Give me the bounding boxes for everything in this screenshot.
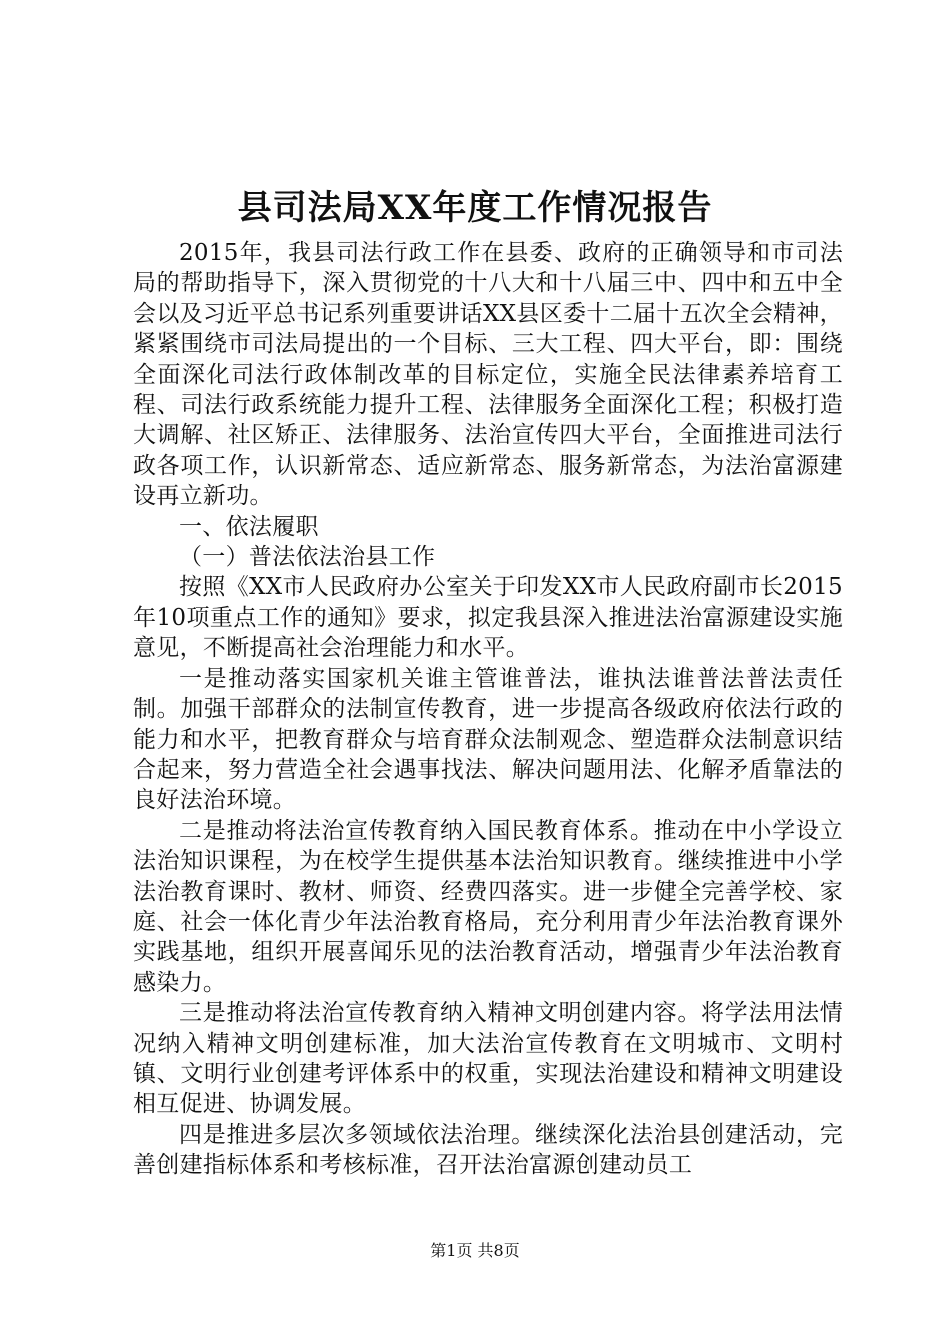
paragraph-point-2: 二是推动将法治宣传教育纳入国民教育体系。推动在中小学设立法治知识课程，为在校学生提供基本法治知识教育。继续推进中小学法治教育课时、教材、师资、经费四落实。进一步健全完善学校、家庭、社会一体化青少年法治教育格局，充分利用青少年法治教育课外实践基地，组织开展喜闻乐见的法治教育活动，增强青少年法治教育感染力。 <box>133 817 843 996</box>
paragraph-notice: 按照《XX市人民政府办公室关于印发XX市人民政府副市长2015年10项重点工作的通知》要求，拟定我县深入推进法治富源建设实施意见，不断提高社会治理能力和水平。 <box>133 574 843 662</box>
intro-paragraph: 2015年，我县司法行政工作在县委、政府的正确领导和市司法局的帮助指导下，深入贯彻党的十八大和十八届三中、四中和五中全会以及习近平总书记系列重要讲话XX县区委十二届十五次全会精神，紧紧围绕市司法局提出的一个目标、三大工程、四大平台，即：围绕全面深化司法行政体制改革的目标定位，实施全民法律素养培育工程、司法行政系统能力提升工程、法律服务全面深化工程；积极打造大调解、社区矫正、法律服务、法治宣传四大平台，全面推进司法行政各项工作，认识新常态、适应新常态、服务新常态，为法治富源建设再立新功。 <box>133 240 843 510</box>
document-body <box>133 238 843 1181</box>
paragraph-point-4: 四是推进多层次多领域依法治理。继续深化法治县创建活动，完善创建指标体系和考核标准，召开法治富源创建动员工 <box>133 1121 843 1179</box>
paragraph-point-1: 一是推动落实国家机关谁主管谁普法，谁执法谁普法普法责任制。加强干部群众的法制宣传教育，进一步提高各级政府依法行政的能力和水平，把教育群众与培育群众法制观念、塑造群众法制意识结合起来，努力营造全社会遇事找法、解决问题用法、化解矛盾靠法的良好法治环境。 <box>133 665 843 814</box>
page-number: 第1页 共8页 <box>430 1241 520 1260</box>
subsection-heading-1: （一）普法依法治县工作 <box>179 544 436 571</box>
document-title: 县司法局XX年度工作情况报告 <box>237 188 713 228</box>
section-heading-1: 一、依法履职 <box>179 513 319 540</box>
paragraph-point-3: 三是推动将法治宣传教育纳入精神文明创建内容。将学法用法情况纳入精神文明创建标准，加大法治宣传教育在文明城市、文明村镇、文明行业创建考评体系中的权重，实现法治建设和精神文明建设相互促进、协调发展。 <box>133 1000 843 1118</box>
